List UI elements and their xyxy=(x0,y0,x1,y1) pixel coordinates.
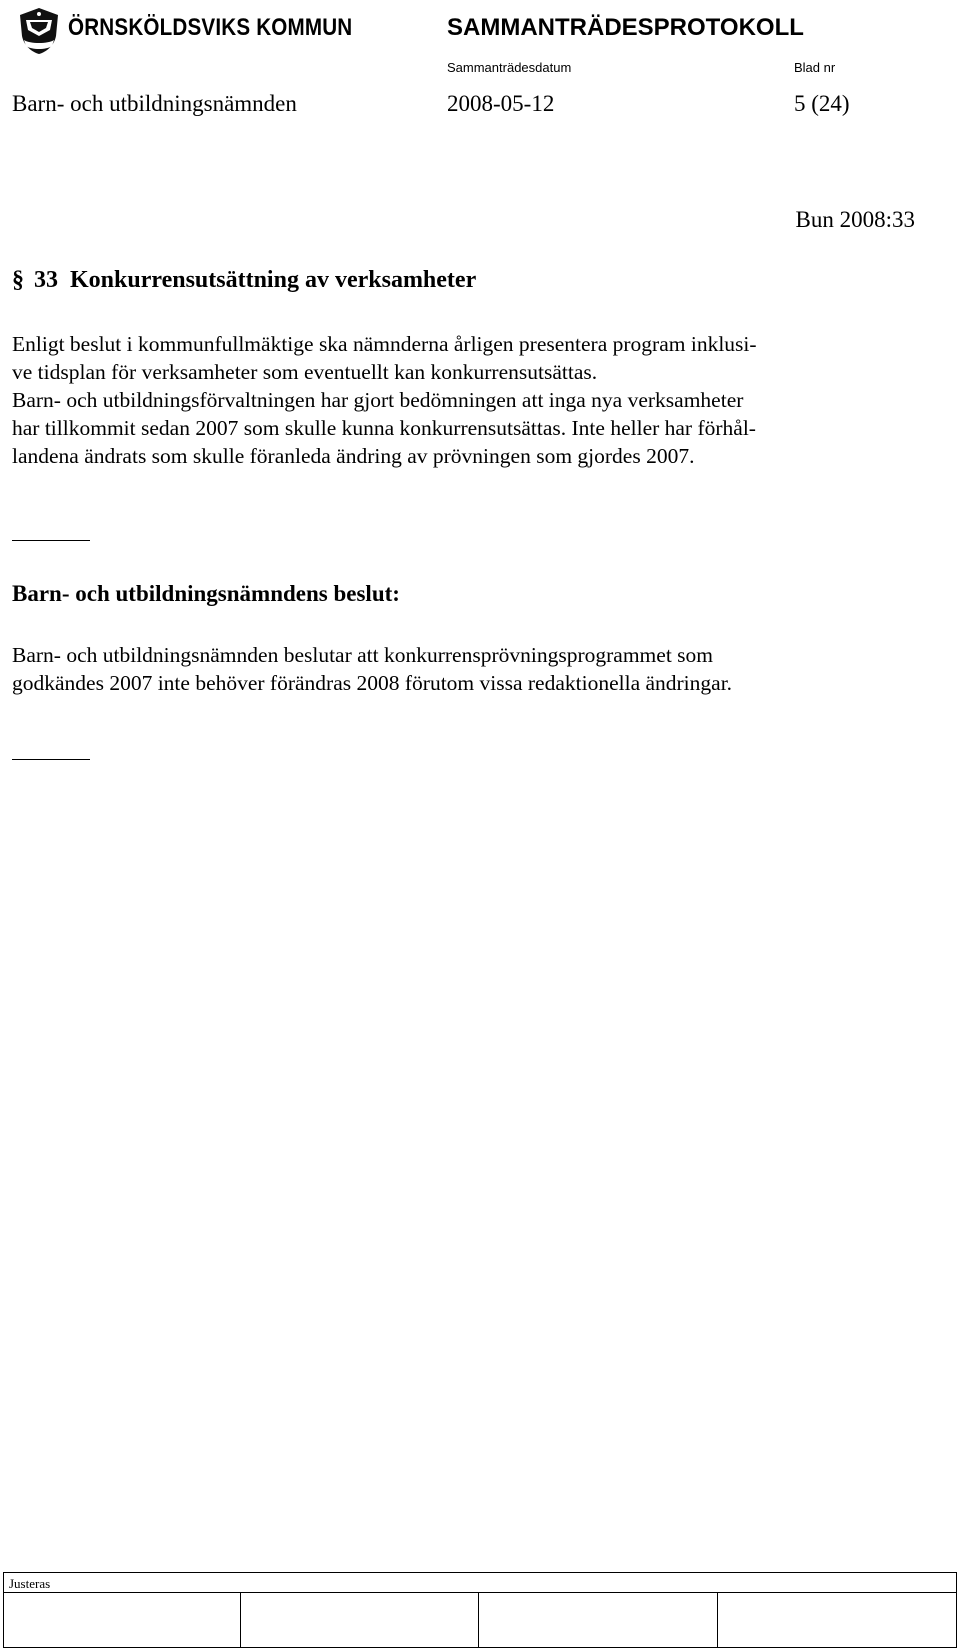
body-line: Barn- och utbildningsförvaltningen har gjort bedömningen att inga nya verksamheter xyxy=(12,388,744,412)
separator-rule xyxy=(12,540,90,541)
meeting-date-label: Sammanträdesdatum xyxy=(447,60,572,75)
section-symbol: § xyxy=(12,267,24,293)
decision-paragraph xyxy=(12,641,912,697)
signature-cell-divider xyxy=(478,1592,479,1648)
section-heading xyxy=(12,267,476,294)
body-paragraph xyxy=(12,330,912,470)
body-line: landena ändrats som skulle föranleda ändring av prövningen som gjordes 2007. xyxy=(12,444,695,468)
signature-box xyxy=(3,1572,957,1648)
signature-label: Justeras xyxy=(9,1576,51,1591)
body-line: ve tidsplan för verksamheter som eventuellt kan konkurrensutsättas. xyxy=(12,360,598,384)
decision-heading: Barn- och utbildningsnämndens beslut: xyxy=(12,581,400,606)
organization-name: ÖRNSKÖLDSVIKS KOMMUN xyxy=(68,14,353,41)
municipality-crest-icon xyxy=(16,6,62,56)
separator-rule xyxy=(12,759,90,760)
signature-box-divider xyxy=(3,1592,957,1593)
decision-line: godkändes 2007 inte behöver förändras 2008 förutom vissa redaktionella ändringar. xyxy=(12,671,733,695)
committee-name: Barn- och utbildningsnämnden xyxy=(12,91,297,116)
page-number: 5 (24) xyxy=(794,91,850,116)
body-line: har tillkommit sedan 2007 som skulle kunna konkurrensutsättas. Inte heller har förhål- xyxy=(12,416,756,440)
signature-cell-divider xyxy=(240,1592,241,1648)
meeting-date: 2008-05-12 xyxy=(447,91,555,116)
signature-cell-divider xyxy=(717,1592,718,1648)
section-number: 33 xyxy=(34,267,58,293)
page-number-label: Blad nr xyxy=(794,60,836,75)
section-title: Konkurrensutsättning av verksamheter xyxy=(70,267,477,293)
body-line: Enligt beslut i kommunfullmäktige ska nämnderna årligen presentera program inklusi- xyxy=(12,332,757,356)
case-number: Bun 2008:33 xyxy=(795,207,915,232)
document-type: SAMMANTRÄDESPROTOKOLL xyxy=(447,14,804,41)
decision-line: Barn- och utbildningsnämnden beslutar att konkurrensprövningsprogrammet som xyxy=(12,643,714,667)
